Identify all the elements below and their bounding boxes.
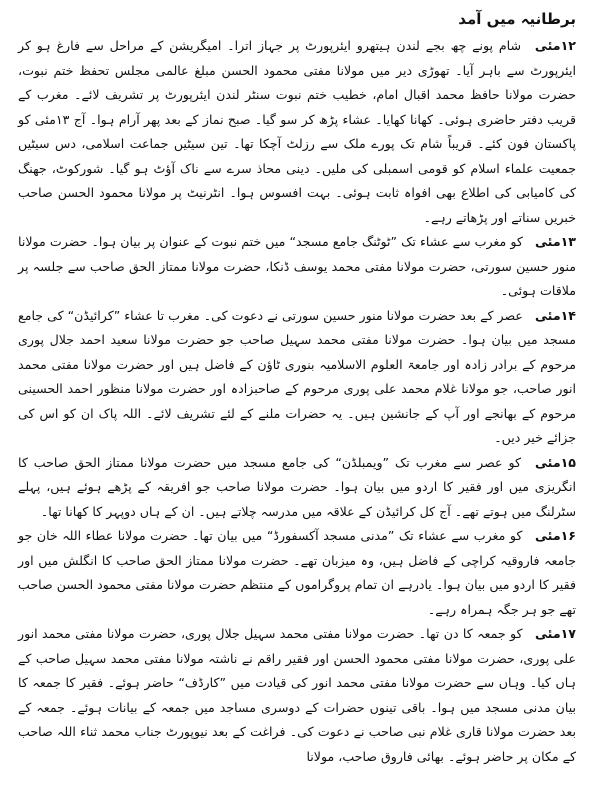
entry-date: ۱۵مئی [534, 454, 576, 470]
entry-text: شام پونے چھ بجے لندن ہیتھرو ایئرپورٹ پر جہاز اترا۔ امیگریشن کے مراحل سے فارغ ہو کر ایئرپورٹ سے باہر آیا۔ تھوڑی دیر میں مولانا مفتی محمود الحسن مبلغ عالمی مجلس تحفظ ختم نبوت، حضرت مولانا حافظ محمد اقبال امام، خطیب ختم نبوت سنٹر لندن ایئرپورٹ پر تشریف لائے۔ مغرب کے قریب دفتر حاضری ہوئی۔ کھانا کھایا۔ عشاء پڑھ کر سو گیا۔ صبح نماز کے بعد پھر آرام ہوا۔ آج ۱۳مئی کو پاکستان فون کئے۔ قریباً شام تک پورے ملک سے رزلٹ آچکا تھا۔ تین سیٹیں جماعت اسلامی، دس سیٹیں جمعیت علماء اسلام کو قومی اسمبلی کی ملیں۔ دینی محاذ سرے سے ناک آؤٹ ہو گیا۔ شورکوٹ، جھنگ کی کامیابی کی اطلاع بھی افواہ ثابت ہوئی۔ بہت افسوس ہوا۔ انٹرنیٹ پر مولانا محمود الحسن صاحب خبریں سناتے اور پڑھاتے رہے۔ [18, 38, 576, 225]
diary-entry-6 [18, 622, 576, 769]
entry-text: کو مغرب سے عشاء تک ”مدنی مسجد آکسفورڈ“ میں بیان تھا۔ حضرت مولانا عطاء اللہ خان جو جامعہ فاروقیہ کراچی کے فاضل ہیں، وہ میزبان تھے۔ حضرت مولانا ممتاز الحق صاحب کا انگلش میں اور فقیر کا اردو میں بیان ہوا۔ یادرہے ان تمام پروگراموں کے منتظم حضرت مولانا مفتی محمود الحسن صاحب تھے جو ہر جگہ ہمراہ رہے۔ [18, 528, 576, 617]
entry-date: ۱۳مئی [534, 234, 576, 249]
entry-date: ۱۴مئی [534, 307, 576, 323]
diary-entry-2 [18, 230, 576, 304]
diary-entry-1 [18, 34, 576, 230]
entry-text: عصر کے بعد حضرت مولانا منور حسین سورتی نے دعوت کی۔ مغرب تا عشاء ”کرائیڈن“ کی جامع مسجد میں بیان ہوا۔ حضرت مولانا مفتی محمد سہیل صاحب جو حضرت مولانا سعید احمد جلال پوری مرحوم کے برادر زادہ اور جامعۃ العلوم الاسلامیہ بنوری ٹاؤن کے فاضل ہیں اور حضرت مولانا مفتی محمد انور صاحب، جو مولانا غلام محمد علی پوری مرحوم کے صاحبزادہ اور حضرت مولانا منظور احمد الحسینی مرحوم کے بھانجے اور آپ کے جانشین ہیں۔ یہ حضرات ملنے کے لئے تشریف لائے۔ اللہ پاک ان کو اس کی جزائے خیر دیں۔ [18, 307, 576, 445]
entry-text: کو جمعہ کا دن تھا۔ حضرت مولانا مفتی محمد سہیل جلال پوری، حضرت مولانا مفتی محمد انور علی پوری، حضرت مولانا مفتی محمود الحسن اور فقیر راقم نے ناشتہ مولانا مفتی محمد سہیل صاحب کے ہاں کیا۔ وہاں سے حضرت مولانا مفتی محمد انور کی قیادت میں ”کارڈف“ حاضر ہوئے۔ فقیر کا جمعہ کا بیان مدنی مسجد میں ہوا۔ باقی تینوں حضرات کے دوسری مساجد میں جمعہ کے بیانات ہوئے۔ جمعہ کے بعد حضرت مولانا قاری غلام نبی صاحب نے دعوت کی۔ فراغت کے بعد نیوپورٹ جناب محمد ثناء اللہ صاحب کے مکان پر حاضر ہوئے۔ بھائی فاروق صاحب، مولانا [18, 626, 576, 764]
diary-entry-3 [18, 304, 576, 451]
diary-entry-4 [18, 451, 576, 525]
entry-text: کو عصر سے مغرب تک ”ویمبلڈن“ کی جامع مسجد میں حضرت مولانا ممتاز الحق صاحب کا انگریزی میں اور فقیر کا اردو میں بیان ہوا۔ حضرت مولانا صاحب جو افریقہ کے پڑھے ہوئے ہیں، پہلے سٹرلنگ میں ہوتے تھے۔ آج کل کرائیڈن کے علاقہ میں مدرسہ چلاتے ہیں۔ ان کے ہاں دوپہر کا کھانا تھا۔ [18, 454, 576, 519]
entry-date: ۱۷مئی [534, 626, 576, 641]
section-heading: برطانیہ میں آمد [458, 10, 576, 28]
entry-text: کو مغرب سے عشاء تک ”ٹوٹنگ جامع مسجد“ میں ختم نبوت کے عنوان پر بیان ہوا۔ حضرت مولانا منور حسین سورتی، حضرت مولانا مفتی محمد یوسف ڈنکا، حضرت مولانا ممتاز الحق صاحب سے جلسہ پر ملاقات ہوئی۔ [18, 234, 576, 298]
entry-date: ۱۲مئی [534, 38, 576, 53]
diary-entry-5 [18, 524, 576, 622]
entry-date: ۱۶مئی [534, 528, 576, 543]
